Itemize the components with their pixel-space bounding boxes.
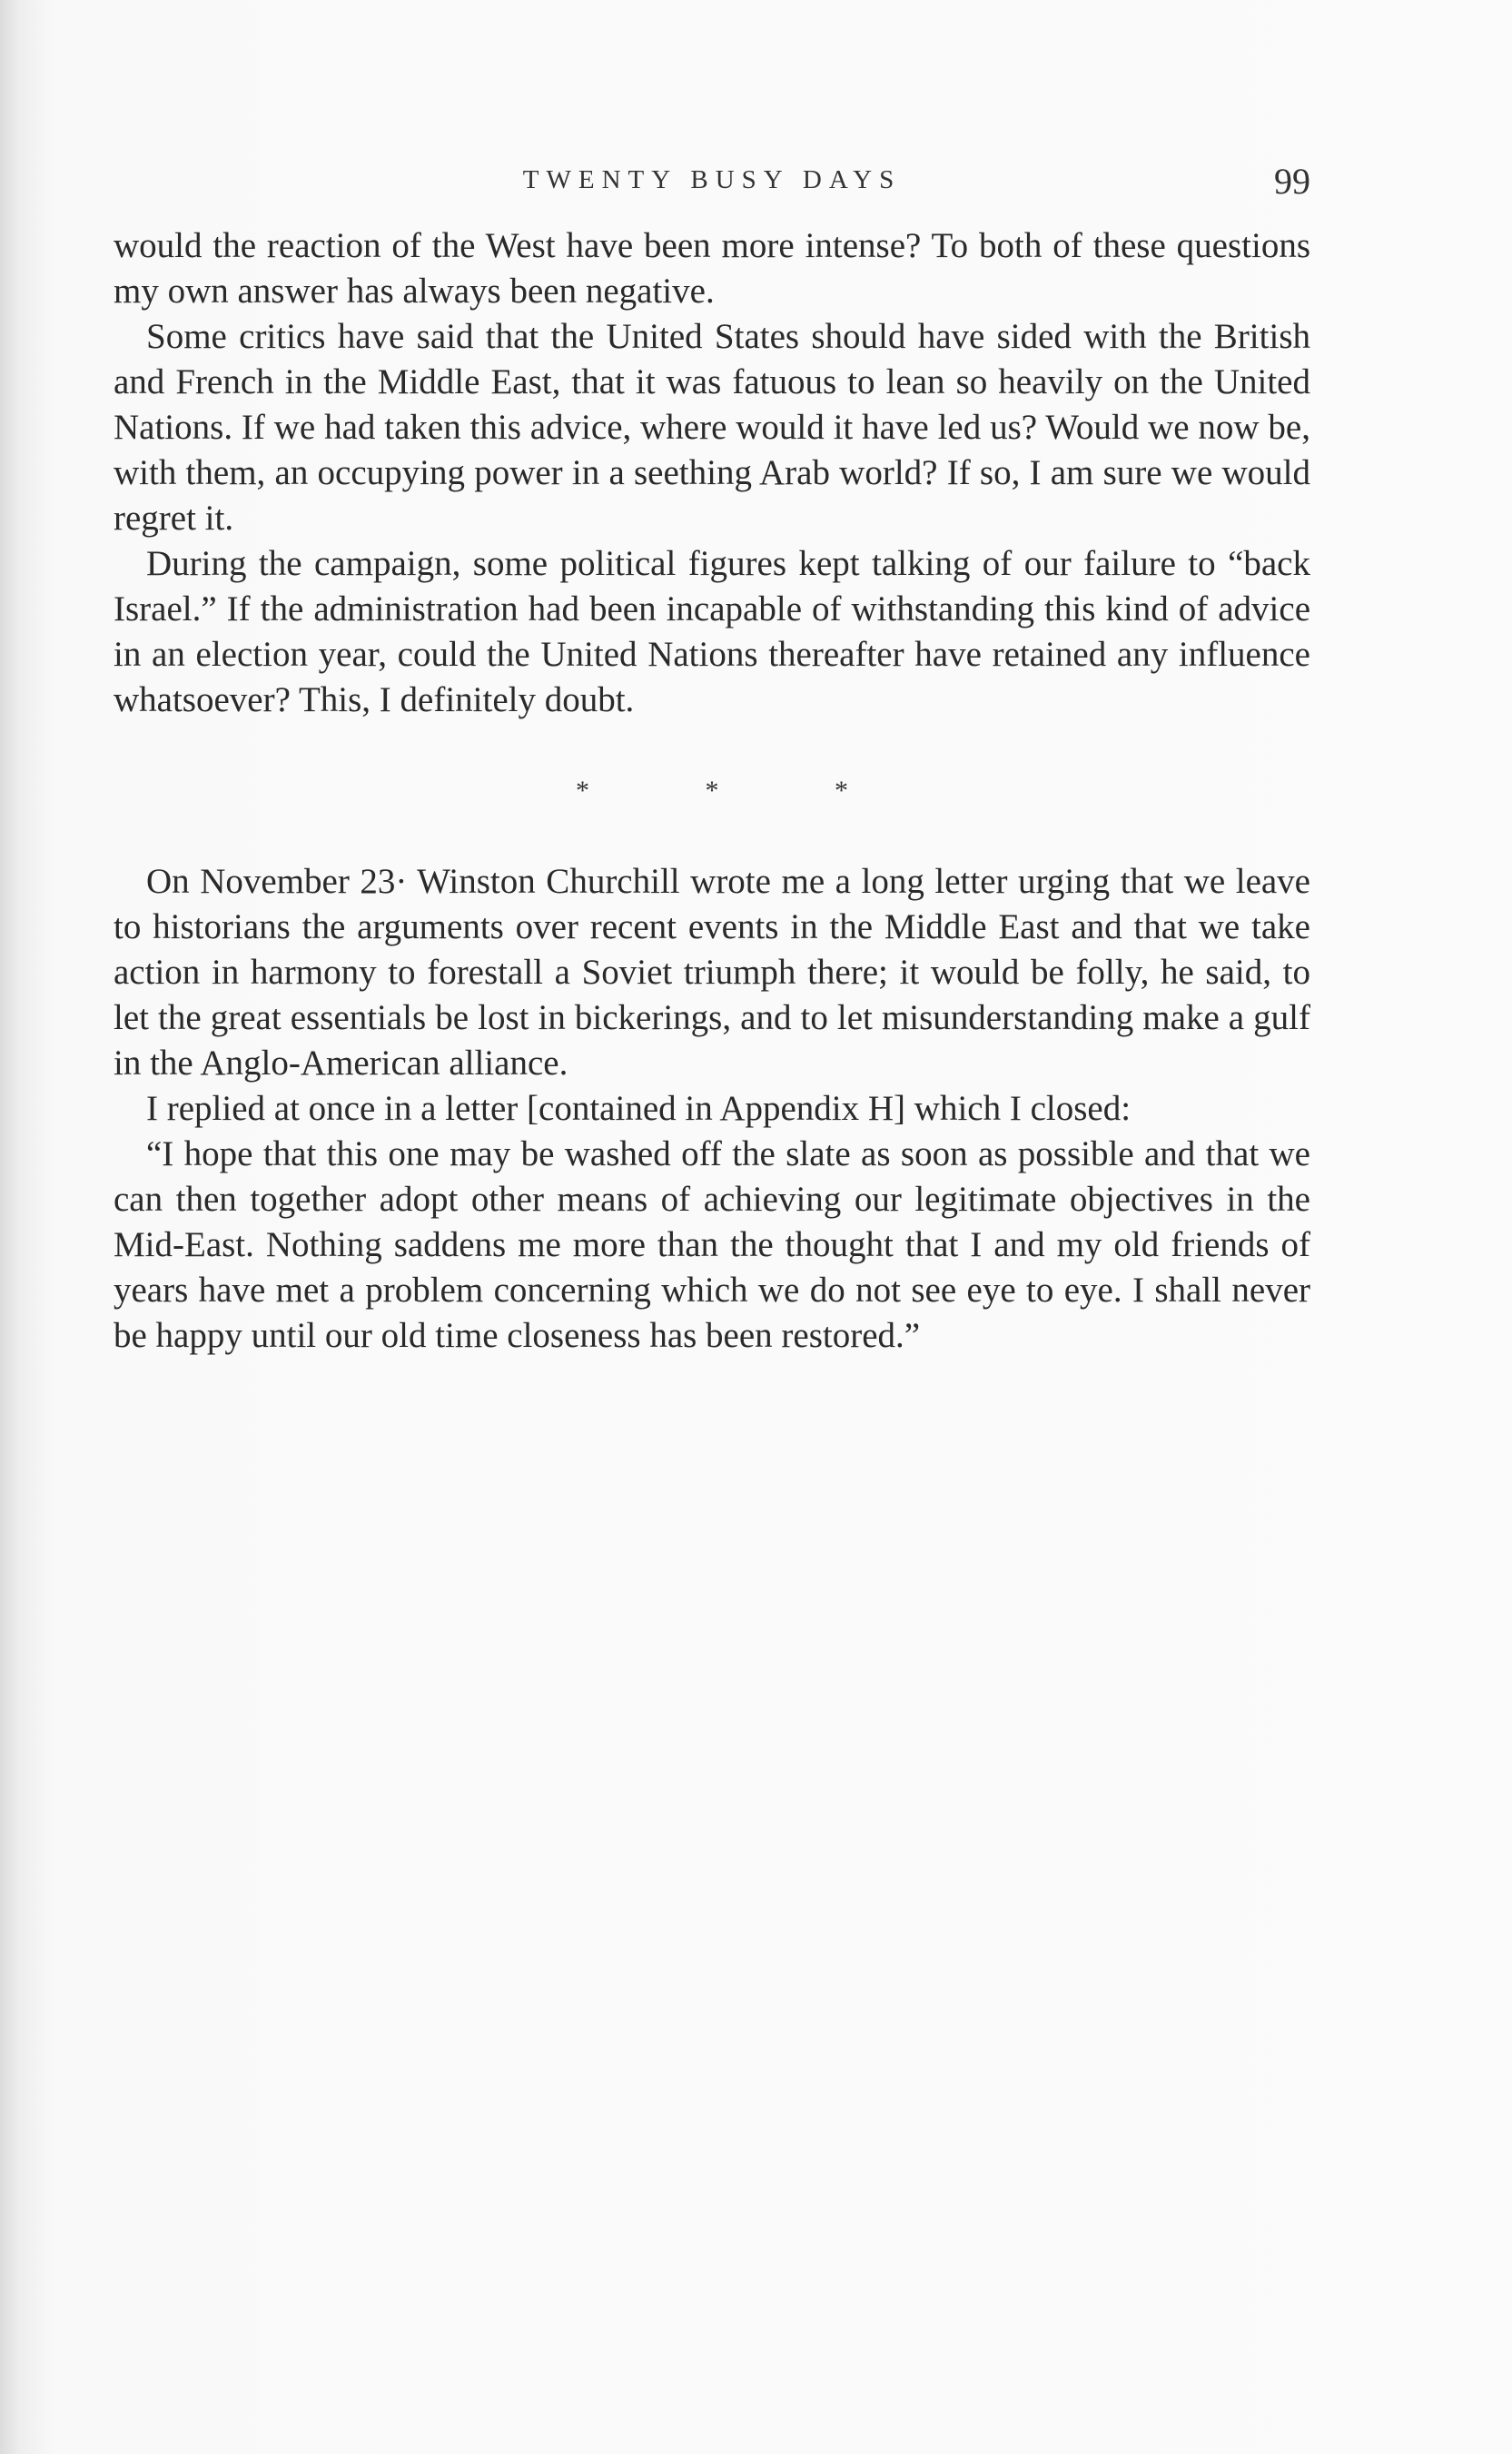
running-title: TWENTY BUSY DAYS	[522, 165, 902, 194]
paragraph-continued: would the reaction of the West have been more intense? To both of these questions my own answer has always been negative.	[114, 226, 1310, 311]
paragraph-churchill-letter: On November 23· Winston Churchill wrote me a long letter urging that we leave to historians the arguments over recent events in the Middle East and that we take action in harmony to forestall a Soviet triumph there; it would be folly, he said, to let the great essentials be lost in bickerings, and to let misunderstanding make a gulf in the Anglo-American alliance.	[114, 862, 1310, 1083]
paragraph-reply-intro: I replied at once in a letter [contained in Appendix H] which I closed:	[146, 1089, 1132, 1128]
paragraph-quoted-reply: “I hope that this one may be washed off the slate as soon as possible and that we can then together adopt other means of achieving our legitimate objectives in the Mid-East. Nothing saddens me more than the thought that I and my old friends of years have met a problem concerning which we do not see eye to eye. I shall never be happy until our old time closeness has been restored.”	[114, 1134, 1310, 1355]
page-number: 99	[1274, 161, 1310, 202]
body-text	[114, 223, 1310, 1359]
paragraph-critics: Some critics have said that the United States should have sided with the British and French in the Middle East, that it was fatuous to lean so heavily on the United Nations. If we had taken this advice, where would it have led us? Would we now be, with them, an occupying power in a seething Arab world? If so, I am sure we would regret it.	[114, 317, 1310, 538]
running-head	[114, 160, 1310, 203]
section-break-asterisks: * * *	[576, 776, 903, 806]
paragraph-campaign: During the campaign, some political figures kept talking of our failure to “back Israel.” If the administration had been incapable of withstanding this kind of advice in an election year, could the United Nations thereafter have retained any influence whatsoever? This, I definitely doubt.	[114, 544, 1310, 719]
